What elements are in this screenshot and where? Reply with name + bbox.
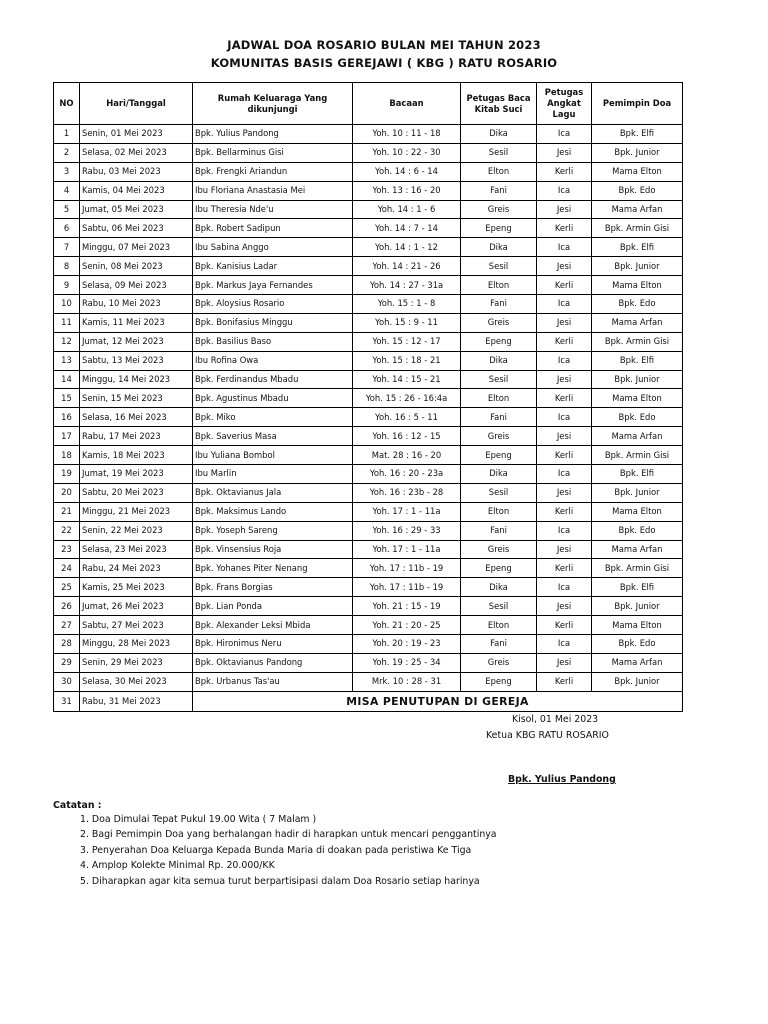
cell-reader: Dika — [461, 351, 537, 370]
cell-no: 4 — [54, 181, 80, 200]
cell-singer: Ica — [537, 521, 592, 540]
cell-reader: Fani — [461, 181, 537, 200]
cell-reader: Epeng — [461, 559, 537, 578]
cell-reading: Yoh. 15 : 9 - 11 — [353, 313, 461, 332]
cell-reader: Epeng — [461, 446, 537, 465]
cell-reading: Yoh. 16 : 20 - 23a — [353, 465, 461, 484]
table-row — [54, 653, 683, 672]
cell-house: Bpk. Basilius Baso — [193, 332, 353, 351]
table-row — [54, 578, 683, 597]
cell-no: 31 — [54, 691, 80, 711]
cell-date: Sabtu, 20 Mei 2023 — [80, 483, 193, 502]
cell-leader: Bpk. Edo — [592, 408, 683, 427]
cell-leader: Bpk. Junior — [592, 597, 683, 616]
cell-leader: Bpk. Junior — [592, 672, 683, 691]
cell-leader: Bpk. Elfi — [592, 578, 683, 597]
cell-no: 20 — [54, 483, 80, 502]
table-row — [54, 559, 683, 578]
cell-leader: Mama Elton — [592, 616, 683, 635]
table-row — [54, 408, 683, 427]
cell-house: Ibu Rofina Owa — [193, 351, 353, 370]
cell-leader: Bpk. Armin Gisi — [592, 219, 683, 238]
table-row — [54, 295, 683, 314]
cell-house: Bpk. Bonifasius Minggu — [193, 313, 353, 332]
cell-house: Ibu Theresia Nde'u — [193, 200, 353, 219]
cell-house: Ibu Sabina Anggo — [193, 238, 353, 257]
table-row — [54, 483, 683, 502]
table-row — [54, 276, 683, 295]
cell-reading: Yoh. 10 : 22 - 30 — [353, 143, 461, 162]
cell-singer: Jesi — [537, 540, 592, 559]
table-row — [54, 219, 683, 238]
table-row — [54, 446, 683, 465]
cell-no: 30 — [54, 672, 80, 691]
cell-date: Sabtu, 27 Mei 2023 — [80, 616, 193, 635]
cell-house: Bpk. Lian Ponda — [193, 597, 353, 616]
cell-house: Bpk. Saverius Masa — [193, 427, 353, 446]
cell-reader: Elton — [461, 502, 537, 521]
cell-date: Minggu, 14 Mei 2023 — [80, 370, 193, 389]
note-item: 5. Diharapkan agar kita semua turut berpartisipasi dalam Doa Rosario setiap harinya — [80, 875, 480, 887]
cell-reader: Fani — [461, 295, 537, 314]
header-date: Hari/Tanggal — [80, 83, 193, 125]
cell-no: 24 — [54, 559, 80, 578]
cell-reading: Yoh. 15 : 26 - 16:4a — [353, 389, 461, 408]
notes-title: Catatan : — [53, 800, 102, 811]
cell-date: Senin, 01 Mei 2023 — [80, 125, 193, 144]
cell-no: 1 — [54, 125, 80, 144]
cell-house: Bpk. Yohanes Piter Nenang — [193, 559, 353, 578]
cell-leader: Bpk. Elfi — [592, 125, 683, 144]
table-row — [54, 181, 683, 200]
cell-singer: Kerli — [537, 559, 592, 578]
cell-no: 9 — [54, 276, 80, 295]
cell-no: 29 — [54, 653, 80, 672]
table-row — [54, 238, 683, 257]
cell-reader: Sesil — [461, 257, 537, 276]
cell-reader: Dika — [461, 465, 537, 484]
header-house: Rumah Keluaraga Yang dikunjungi — [193, 83, 353, 125]
cell-reader: Greis — [461, 653, 537, 672]
cell-reader: Fani — [461, 521, 537, 540]
cell-house: Bpk. Miko — [193, 408, 353, 427]
cell-leader: Bpk. Armin Gisi — [592, 446, 683, 465]
cell-no: 19 — [54, 465, 80, 484]
cell-reading: Yoh. 15 : 18 - 21 — [353, 351, 461, 370]
cell-leader: Bpk. Armin Gisi — [592, 559, 683, 578]
cell-date: Senin, 22 Mei 2023 — [80, 521, 193, 540]
table-row — [54, 162, 683, 181]
cell-house: Bpk. Frans Borgias — [193, 578, 353, 597]
cell-singer: Ica — [537, 295, 592, 314]
cell-house: Bpk. Aloysius Rosario — [193, 295, 353, 314]
cell-date: Rabu, 10 Mei 2023 — [80, 295, 193, 314]
cell-no: 11 — [54, 313, 80, 332]
cell-singer: Kerli — [537, 502, 592, 521]
cell-date: Rabu, 17 Mei 2023 — [80, 427, 193, 446]
cell-reading: Yoh. 14 : 15 - 21 — [353, 370, 461, 389]
cell-leader: Bpk. Junior — [592, 370, 683, 389]
cell-leader: Mama Elton — [592, 502, 683, 521]
cell-singer: Jesi — [537, 597, 592, 616]
cell-date: Selasa, 16 Mei 2023 — [80, 408, 193, 427]
cell-reading: Yoh. 17 : 11b - 19 — [353, 578, 461, 597]
cell-date: Senin, 08 Mei 2023 — [80, 257, 193, 276]
cell-no: 14 — [54, 370, 80, 389]
cell-no: 6 — [54, 219, 80, 238]
cell-date: Jumat, 05 Mei 2023 — [80, 200, 193, 219]
cell-house: Ibu Yuliana Bombol — [193, 446, 353, 465]
cell-reading: Yoh. 20 : 19 - 23 — [353, 635, 461, 654]
cell-date: Jumat, 19 Mei 2023 — [80, 465, 193, 484]
cell-singer: Kerli — [537, 672, 592, 691]
cell-reader: Epeng — [461, 219, 537, 238]
cell-house: Bpk. Markus Jaya Fernandes — [193, 276, 353, 295]
table-row — [54, 257, 683, 276]
cell-date: Kamis, 04 Mei 2023 — [80, 181, 193, 200]
cell-reading: Yoh. 10 : 11 - 18 — [353, 125, 461, 144]
cell-leader: Bpk. Elfi — [592, 465, 683, 484]
cell-singer: Kerli — [537, 332, 592, 351]
header-reading: Bacaan — [353, 83, 461, 125]
cell-leader: Mama Elton — [592, 162, 683, 181]
cell-reader: Greis — [461, 540, 537, 559]
cell-no: 18 — [54, 446, 80, 465]
note-item: 4. Amplop Kolekte Minimal Rp. 20.000/KK — [80, 860, 275, 872]
cell-house: Bpk. Agustinus Mbadu — [193, 389, 353, 408]
cell-singer: Ica — [537, 181, 592, 200]
header-no: NO — [54, 83, 80, 125]
cell-leader: Bpk. Armin Gisi — [592, 332, 683, 351]
table-row — [54, 143, 683, 162]
cell-house: Bpk. Oktavianus Pandong — [193, 653, 353, 672]
cell-reader: Greis — [461, 313, 537, 332]
cell-house: Bpk. Robert Sadipun — [193, 219, 353, 238]
cell-reading: Yoh. 16 : 5 - 11 — [353, 408, 461, 427]
cell-reading: Mat. 28 : 16 - 20 — [353, 446, 461, 465]
table-row — [54, 370, 683, 389]
cell-leader: Mama Arfan — [592, 653, 683, 672]
cell-singer: Kerli — [537, 616, 592, 635]
cell-leader: Mama Arfan — [592, 540, 683, 559]
cell-reading: Yoh. 14 : 1 - 12 — [353, 238, 461, 257]
cell-reader: Elton — [461, 389, 537, 408]
cell-date: Selasa, 09 Mei 2023 — [80, 276, 193, 295]
cell-date: Selasa, 02 Mei 2023 — [80, 143, 193, 162]
cell-no: 26 — [54, 597, 80, 616]
cell-house: Bpk. Frengki Ariandun — [193, 162, 353, 181]
table-header-row — [54, 83, 683, 125]
cell-singer: Ica — [537, 465, 592, 484]
note-item: 3. Penyerahan Doa Keluarga Kepada Bunda Maria di doakan pada peristiwa Ke Tiga — [80, 844, 472, 856]
cell-house: Bpk. Hironimus Neru — [193, 635, 353, 654]
cell-reading: Yoh. 21 : 20 - 25 — [353, 616, 461, 635]
cell-reading: Yoh. 14 : 6 - 14 — [353, 162, 461, 181]
cell-leader: Bpk. Junior — [592, 257, 683, 276]
cell-reader: Greis — [461, 200, 537, 219]
cell-singer: Kerli — [537, 389, 592, 408]
table-row — [54, 125, 683, 144]
cell-reading: Yoh. 16 : 23b - 28 — [353, 483, 461, 502]
cell-house: Bpk. Alexander Leksi Mbida — [193, 616, 353, 635]
cell-house: Bpk. Maksimus Lando — [193, 502, 353, 521]
cell-singer: Ica — [537, 635, 592, 654]
cell-house: Ibu Marlin — [193, 465, 353, 484]
cell-no: 21 — [54, 502, 80, 521]
note-item: 2. Bagi Pemimpin Doa yang berhalangan hadir di harapkan untuk mencari penggantinya — [80, 829, 497, 841]
note-item: 1. Doa Dimulai Tepat Pukul 19.00 Wita ( 7 Malam ) — [80, 814, 317, 825]
cell-reader: Greis — [461, 427, 537, 446]
notes-list — [80, 812, 497, 889]
table-row-closing — [54, 691, 683, 711]
cell-date: Kamis, 25 Mei 2023 — [80, 578, 193, 597]
cell-reader: Elton — [461, 276, 537, 295]
cell-reading: Yoh. 21 : 15 - 19 — [353, 597, 461, 616]
cell-date: Kamis, 11 Mei 2023 — [80, 313, 193, 332]
cell-reader: Elton — [461, 616, 537, 635]
cell-reading: Yoh. 14 : 7 - 14 — [353, 219, 461, 238]
cell-singer: Ica — [537, 125, 592, 144]
cell-no: 15 — [54, 389, 80, 408]
cell-house: Bpk. Yulius Pandong — [193, 125, 353, 144]
cell-leader: Mama Elton — [592, 389, 683, 408]
cell-reader: Sesil — [461, 370, 537, 389]
cell-singer: Kerli — [537, 446, 592, 465]
cell-singer: Kerli — [537, 219, 592, 238]
cell-no: 5 — [54, 200, 80, 219]
cell-leader: Bpk. Edo — [592, 181, 683, 200]
header-reader: Petugas Baca Kitab Suci — [461, 83, 537, 125]
cell-reading: Yoh. 16 : 12 - 15 — [353, 427, 461, 446]
cell-leader: Bpk. Elfi — [592, 351, 683, 370]
table-row — [54, 672, 683, 691]
cell-leader: Bpk. Elfi — [592, 238, 683, 257]
cell-reader: Sesil — [461, 483, 537, 502]
cell-leader: Bpk. Junior — [592, 483, 683, 502]
cell-date: Kamis, 18 Mei 2023 — [80, 446, 193, 465]
table-row — [54, 465, 683, 484]
cell-no: 10 — [54, 295, 80, 314]
cell-leader: Bpk. Edo — [592, 635, 683, 654]
cell-singer: Ica — [537, 351, 592, 370]
cell-reading: Yoh. 15 : 12 - 17 — [353, 332, 461, 351]
cell-date: Rabu, 31 Mei 2023 — [80, 691, 193, 711]
schedule-rows — [54, 125, 683, 712]
cell-no: 16 — [54, 408, 80, 427]
document-subtitle: KOMUNITAS BASIS GEREJAWI ( KBG ) RATU ROSARIO — [210, 56, 558, 70]
cell-leader: Bpk. Edo — [592, 295, 683, 314]
cell-leader: Bpk. Junior — [592, 143, 683, 162]
cell-date: Sabtu, 06 Mei 2023 — [80, 219, 193, 238]
cell-singer: Jesi — [537, 313, 592, 332]
cell-leader: Mama Arfan — [592, 427, 683, 446]
table-row — [54, 597, 683, 616]
cell-singer: Jesi — [537, 200, 592, 219]
table-row — [54, 616, 683, 635]
closing-mass-label: MISA PENUTUPAN DI GEREJA — [193, 691, 683, 711]
cell-date: Minggu, 07 Mei 2023 — [80, 238, 193, 257]
cell-reading: Yoh. 17 : 11b - 19 — [353, 559, 461, 578]
table-row — [54, 332, 683, 351]
cell-no: 28 — [54, 635, 80, 654]
cell-singer: Ica — [537, 238, 592, 257]
cell-no: 13 — [54, 351, 80, 370]
cell-no: 7 — [54, 238, 80, 257]
cell-no: 12 — [54, 332, 80, 351]
cell-date: Jumat, 26 Mei 2023 — [80, 597, 193, 616]
cell-reading: Yoh. 14 : 21 - 26 — [353, 257, 461, 276]
cell-singer: Kerli — [537, 162, 592, 181]
cell-no: 23 — [54, 540, 80, 559]
table-row — [54, 313, 683, 332]
cell-date: Selasa, 30 Mei 2023 — [80, 672, 193, 691]
cell-reading: Yoh. 17 : 1 - 11a — [353, 540, 461, 559]
table-row — [54, 351, 683, 370]
cell-reading: Yoh. 15 : 1 - 8 — [353, 295, 461, 314]
cell-singer: Jesi — [537, 370, 592, 389]
cell-house: Bpk. Yoseph Sareng — [193, 521, 353, 540]
cell-date: Selasa, 23 Mei 2023 — [80, 540, 193, 559]
cell-no: 8 — [54, 257, 80, 276]
cell-date: Senin, 15 Mei 2023 — [80, 389, 193, 408]
cell-date: Rabu, 24 Mei 2023 — [80, 559, 193, 578]
signature-name: Bpk. Yulius Pandong — [508, 774, 616, 785]
cell-leader: Mama Arfan — [592, 200, 683, 219]
cell-no: 25 — [54, 578, 80, 597]
table-row — [54, 427, 683, 446]
cell-singer: Ica — [537, 578, 592, 597]
cell-singer: Jesi — [537, 257, 592, 276]
cell-date: Sabtu, 13 Mei 2023 — [80, 351, 193, 370]
cell-house: Bpk. Bellarminus Gisi — [193, 143, 353, 162]
cell-singer: Jesi — [537, 483, 592, 502]
table-row — [54, 540, 683, 559]
cell-reading: Mrk. 10 : 28 - 31 — [353, 672, 461, 691]
schedule-table — [53, 82, 683, 712]
cell-reader: Epeng — [461, 672, 537, 691]
cell-leader: Mama Arfan — [592, 313, 683, 332]
cell-leader: Mama Elton — [592, 276, 683, 295]
cell-no: 2 — [54, 143, 80, 162]
cell-reader: Sesil — [461, 143, 537, 162]
cell-no: 27 — [54, 616, 80, 635]
cell-house: Bpk. Vinsensius Roja — [193, 540, 353, 559]
cell-singer: Kerli — [537, 276, 592, 295]
cell-house: Bpk. Ferdinandus Mbadu — [193, 370, 353, 389]
cell-reader: Epeng — [461, 332, 537, 351]
cell-singer: Jesi — [537, 143, 592, 162]
cell-singer: Jesi — [537, 653, 592, 672]
cell-reader: Elton — [461, 162, 537, 181]
cell-reading: Yoh. 17 : 1 - 11a — [353, 502, 461, 521]
cell-date: Jumat, 12 Mei 2023 — [80, 332, 193, 351]
cell-reader: Fani — [461, 635, 537, 654]
cell-reading: Yoh. 19 : 25 - 34 — [353, 653, 461, 672]
table-row — [54, 635, 683, 654]
table-row — [54, 521, 683, 540]
cell-reading: Yoh. 14 : 1 - 6 — [353, 200, 461, 219]
document-title: JADWAL DOA ROSARIO BULAN MEI TAHUN 2023 — [227, 38, 541, 52]
cell-reader: Fani — [461, 408, 537, 427]
signature-role: Ketua KBG RATU ROSARIO — [486, 730, 609, 741]
cell-date: Rabu, 03 Mei 2023 — [80, 162, 193, 181]
cell-house: Bpk. Urbanus Tas'au — [193, 672, 353, 691]
cell-house: Bpk. Kanisius Ladar — [193, 257, 353, 276]
cell-house: Bpk. Oktavianus Jala — [193, 483, 353, 502]
header-leader: Pemimpin Doa — [592, 83, 683, 125]
header-singer: Petugas Angkat Lagu — [537, 83, 592, 125]
cell-date: Minggu, 21 Mei 2023 — [80, 502, 193, 521]
cell-reader: Dika — [461, 125, 537, 144]
cell-house: Ibu Floriana Anastasia Mei — [193, 181, 353, 200]
cell-reading: Yoh. 14 : 27 - 31a — [353, 276, 461, 295]
table-row — [54, 389, 683, 408]
table-row — [54, 502, 683, 521]
cell-singer: Ica — [537, 408, 592, 427]
cell-no: 22 — [54, 521, 80, 540]
cell-reader: Sesil — [461, 597, 537, 616]
cell-reading: Yoh. 16 : 29 - 33 — [353, 521, 461, 540]
cell-no: 3 — [54, 162, 80, 181]
signature-place-date: Kisol, 01 Mei 2023 — [512, 714, 599, 725]
cell-leader: Bpk. Edo — [592, 521, 683, 540]
cell-date: Minggu, 28 Mei 2023 — [80, 635, 193, 654]
cell-reading: Yoh. 13 : 16 - 20 — [353, 181, 461, 200]
cell-reader: Dika — [461, 578, 537, 597]
cell-singer: Jesi — [537, 427, 592, 446]
cell-no: 17 — [54, 427, 80, 446]
cell-reader: Dika — [461, 238, 537, 257]
table-row — [54, 200, 683, 219]
cell-date: Senin, 29 Mei 2023 — [80, 653, 193, 672]
